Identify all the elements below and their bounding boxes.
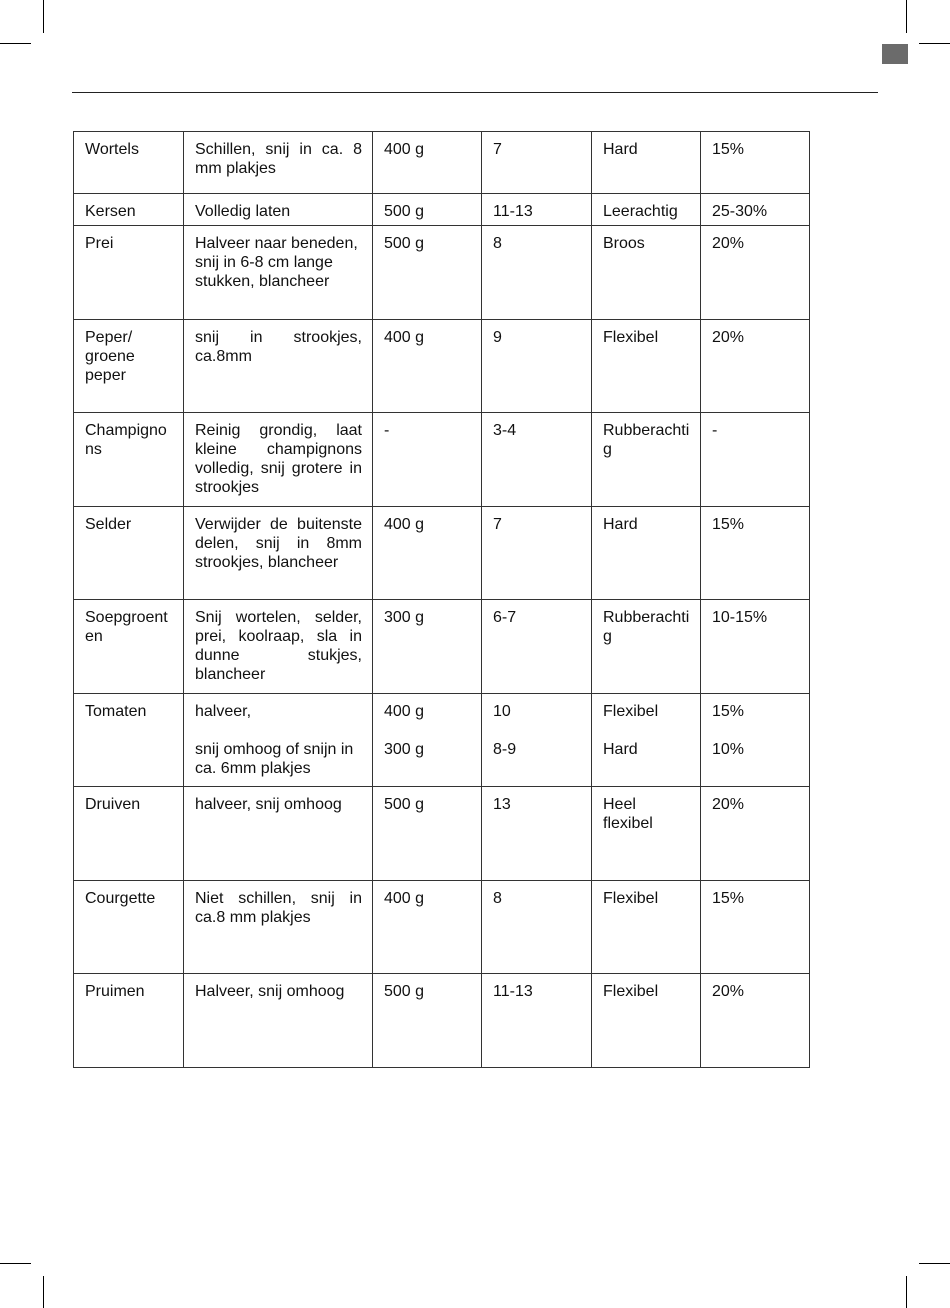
percentage: 20% [701, 974, 810, 1068]
table-row [74, 413, 810, 507]
texture: Flexibel [592, 974, 701, 1068]
vegetable-name: Wortels [74, 132, 184, 194]
preparation: Reinig grondig, laat kleine champignons volledig, snij grotere in strookjes [184, 413, 373, 507]
preparation: Schillen, snij in ca. 8 mm plakjes [184, 132, 373, 194]
amount: 400 g [373, 320, 482, 413]
drying-time: 8 [482, 881, 592, 974]
percentage: - [701, 413, 810, 507]
texture-cell [592, 694, 701, 787]
crop-mark [0, 43, 31, 44]
amount: 400 g [384, 703, 425, 720]
preparation: Verwijder de buitenste delen, snij in 8mm strookjes, blancheer [184, 507, 373, 600]
percentage: 15% [701, 507, 810, 600]
table-row [74, 226, 810, 320]
amount: 400 g [373, 507, 482, 600]
vegetable-name: Champignons [74, 413, 184, 507]
amount: 500 g [373, 787, 482, 881]
percentage: 20% [701, 787, 810, 881]
preparation-cell [184, 694, 373, 787]
drying-time: 9 [482, 320, 592, 413]
drying-time: 7 [482, 507, 592, 600]
amount-cell [373, 694, 482, 787]
preparation: Niet schillen, snij in ca.8 mm plakjes [184, 881, 373, 974]
drying-time: 10 [493, 703, 511, 720]
table-row [74, 507, 810, 600]
vegetable-name: Peper/ groene peper [74, 320, 184, 413]
percentage: 15% [701, 881, 810, 974]
preparation: halveer, [195, 703, 252, 720]
drying-time: 7 [482, 132, 592, 194]
drying-time: 13 [482, 787, 592, 881]
amount: 400 g [373, 881, 482, 974]
preparation: Snij wortelen, selder, prei, koolraap, sla in dunne stukjes, blancheer [184, 600, 373, 694]
vegetable-name: Tomaten [74, 694, 184, 787]
crop-mark [43, 1276, 44, 1308]
drying-time: 6-7 [482, 600, 592, 694]
table-row [74, 600, 810, 694]
percentage: 25-30% [701, 194, 810, 226]
crop-mark [919, 43, 950, 44]
percentage: 10-15% [701, 600, 810, 694]
drying-time: 11-13 [482, 974, 592, 1068]
vegetable-name: Kersen [74, 194, 184, 226]
page-tab-marker [882, 44, 908, 64]
percentage-cell [701, 694, 810, 787]
percentage: 10% [712, 741, 745, 758]
crop-mark [0, 1263, 31, 1264]
texture: Flexibel [603, 703, 659, 720]
texture: Hard [592, 507, 701, 600]
percentage: 20% [701, 226, 810, 320]
percentage: 15% [701, 132, 810, 194]
amount: 300 g [373, 600, 482, 694]
percentage: 15% [712, 703, 745, 720]
table-row [74, 787, 810, 881]
drying-time: 8-9 [493, 741, 517, 758]
texture: Flexibel [592, 881, 701, 974]
drying-time: 8 [482, 226, 592, 320]
preparation: Volledig laten [184, 194, 373, 226]
preparation: snij omhoog of snijn in ca. 6mm plakjes [195, 741, 354, 777]
amount: 500 g [373, 194, 482, 226]
header-rule [72, 92, 878, 93]
amount: 300 g [384, 741, 425, 758]
amount: 500 g [373, 974, 482, 1068]
crop-mark [906, 1276, 907, 1308]
table-row [74, 694, 810, 787]
vegetable-name: Pruimen [74, 974, 184, 1068]
texture: Rubberachtig [592, 600, 701, 694]
table-row [74, 194, 810, 226]
preparation: halveer, snij omhoog [184, 787, 373, 881]
crop-mark [919, 1263, 950, 1264]
preparation: Halveer naar beneden, snij in 6-8 cm lange stukken, blancheer [184, 226, 373, 320]
vegetable-name: Selder [74, 507, 184, 600]
amount: 500 g [373, 226, 482, 320]
preparation: snij in strookjes, ca.8mm [184, 320, 373, 413]
texture: Flexibel [592, 320, 701, 413]
drying-time-cell [482, 694, 592, 787]
preparation: Halveer, snij omhoog [184, 974, 373, 1068]
crop-mark [43, 0, 44, 33]
texture: Hard [603, 741, 638, 758]
vegetable-name: Soepgroenten [74, 600, 184, 694]
vegetable-name: Druiven [74, 787, 184, 881]
texture: Hard [592, 132, 701, 194]
table-row [74, 132, 810, 194]
drying-time: 11-13 [482, 194, 592, 226]
drying-time: 3-4 [482, 413, 592, 507]
texture: Rubberachtig [592, 413, 701, 507]
table-row [74, 881, 810, 974]
percentage: 20% [701, 320, 810, 413]
drying-table [73, 131, 810, 1068]
texture: Leerachtig [592, 194, 701, 226]
crop-mark [906, 0, 907, 33]
amount: - [373, 413, 482, 507]
table-row [74, 320, 810, 413]
texture: Broos [592, 226, 701, 320]
amount: 400 g [373, 132, 482, 194]
vegetable-name: Courgette [74, 881, 184, 974]
vegetable-name: Prei [74, 226, 184, 320]
table-row [74, 974, 810, 1068]
texture: Heel flexibel [592, 787, 701, 881]
